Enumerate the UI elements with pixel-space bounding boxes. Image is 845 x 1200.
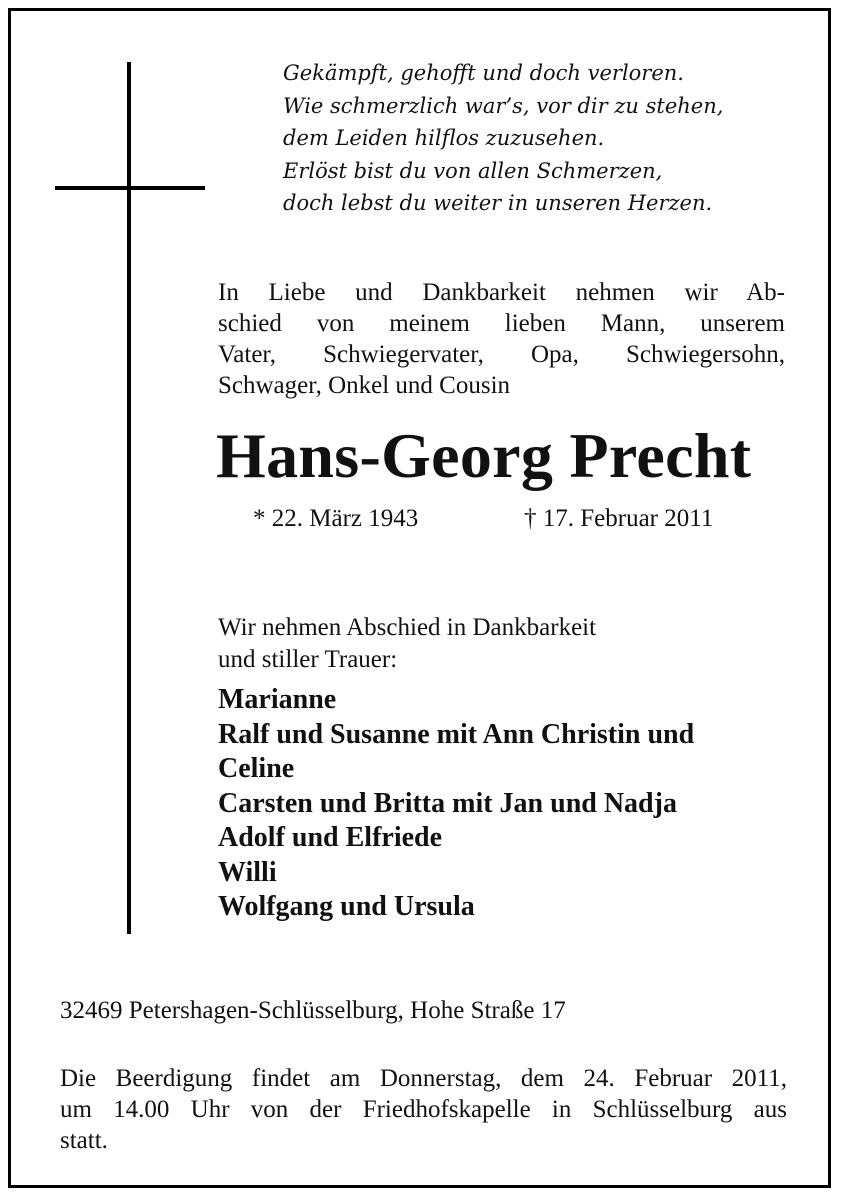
funeral-line: um 14.00 Uhr von der Friedhofskapelle in Schlüsselburg aus xyxy=(60,1096,787,1123)
intro-line: Vater, Schwiegervater, Opa, Schwiegersohn, xyxy=(218,341,785,368)
deceased-name: Hans-Georg Precht xyxy=(216,420,752,491)
farewell-intro xyxy=(218,277,785,401)
mourner-name: Wolfgang und Ursula xyxy=(218,891,475,922)
intro-line: In Liebe und Dankbarkeit nehmen wir Ab- xyxy=(218,279,785,306)
mourning-intro-line: und stiller Trauer: xyxy=(218,646,398,673)
poem-line: dem Leiden hilflos zuzusehen. xyxy=(283,126,605,150)
mourner-name: Adolf und Elfriede xyxy=(218,822,443,853)
death-date: † 17. Februar 2011 xyxy=(524,505,714,532)
poem-line: doch lebst du weiter in unseren Herzen. xyxy=(283,191,713,215)
cross-icon xyxy=(127,62,131,934)
birth-date: * 22. März 1943 xyxy=(253,505,419,532)
intro-line: schied von meinem lieben Mann, unserem xyxy=(218,310,785,337)
cross-icon-crossbar xyxy=(55,186,205,190)
poem-line: Wie schmerzlich war’s, vor dir zu stehen, xyxy=(283,93,724,118)
mourner-name: Marianne xyxy=(218,684,337,715)
mourner-name: Ralf und Susanne mit Ann Christin und xyxy=(218,718,695,750)
poem-line: Gekämpft, gehofft und doch verloren. xyxy=(283,61,684,85)
funeral-line: statt. xyxy=(60,1127,108,1154)
funeral-line: Die Beerdigung findet am Donnerstag, dem 24. Februar 2011, xyxy=(60,1065,787,1092)
intro-line: Schwager, Onkel und Cousin xyxy=(218,372,511,399)
mourners-list xyxy=(218,683,793,925)
funeral-notice xyxy=(60,1063,787,1156)
poem-line: Erlöst bist du von allen Schmerzen, xyxy=(283,158,663,183)
mourner-name: Carsten und Britta mit Jan und Nadja xyxy=(218,787,677,819)
mourning-intro-line: Wir nehmen Abschied in Dankbarkeit xyxy=(218,614,597,641)
memorial-poem xyxy=(283,57,803,220)
mourner-name: Celine xyxy=(218,753,295,784)
mourning-intro xyxy=(218,612,596,676)
mourner-name: Willi xyxy=(218,856,277,888)
family-address: 32469 Petershagen-Schlüsselburg, Hohe Straße 17 xyxy=(60,997,566,1024)
